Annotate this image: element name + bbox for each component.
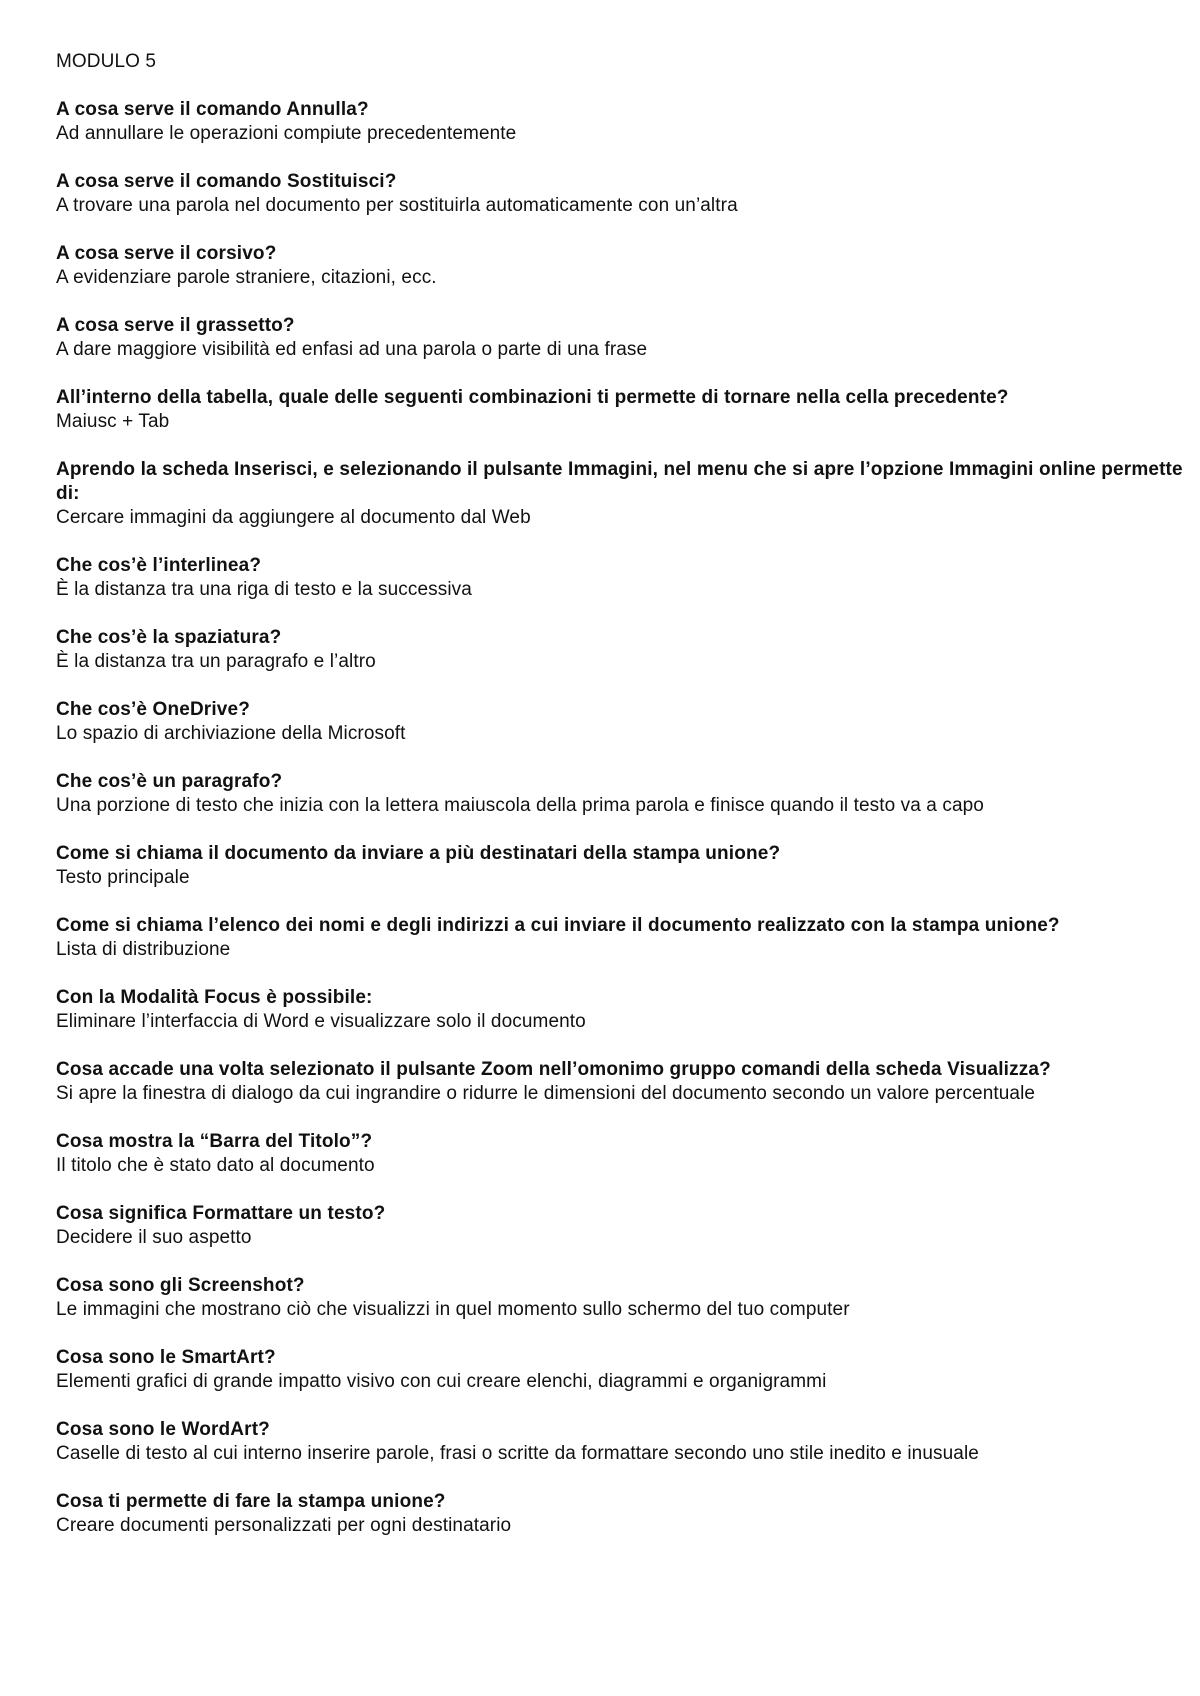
qa-item: [56, 1274, 1186, 1322]
answer: A evidenziare parole straniere, citazioni, ecc.: [56, 267, 437, 288]
question: Che cos’è la spaziatura?: [56, 627, 282, 648]
qa-item: [56, 458, 1186, 530]
answer: Cercare immagini da aggiungere al documento dal Web: [56, 507, 531, 528]
qa-item: [56, 770, 1186, 818]
qa-item: [56, 1058, 1186, 1106]
answer: Il titolo che è stato dato al documento: [56, 1155, 375, 1176]
question: Cosa sono le WordArt?: [56, 1419, 270, 1440]
answer: Le immagini che mostrano ciò che visualizzi in quel momento sullo schermo del tuo computer: [56, 1299, 850, 1320]
qa-item: [56, 1418, 1186, 1466]
question: All’interno della tabella, quale delle seguenti combinazioni ti permette di tornare nella cella precedente?: [56, 387, 1009, 408]
document-page: [56, 50, 1186, 1562]
question: Che cos’è un paragrafo?: [56, 771, 283, 792]
qa-item: [56, 626, 1186, 674]
document-title: MODULO 5: [56, 51, 157, 72]
question: A cosa serve il comando Annulla?: [56, 99, 369, 120]
question: Cosa mostra la “Barra del Titolo”?: [56, 1131, 373, 1152]
qa-item: [56, 914, 1186, 962]
question: Cosa sono le SmartArt?: [56, 1347, 276, 1368]
question: A cosa serve il comando Sostituisci?: [56, 171, 397, 192]
question: A cosa serve il grassetto?: [56, 315, 295, 336]
qa-item: [56, 554, 1186, 602]
answer: Testo principale: [56, 867, 190, 888]
qa-item: [56, 1130, 1186, 1178]
qa-item: [56, 842, 1186, 890]
qa-item: [56, 986, 1186, 1034]
qa-item: [56, 698, 1186, 746]
answer: Ad annullare le operazioni compiute precedentemente: [56, 123, 517, 144]
answer: Decidere il suo aspetto: [56, 1227, 252, 1248]
question: Che cos’è OneDrive?: [56, 699, 250, 720]
answer: Lista di distribuzione: [56, 939, 231, 960]
question: Cosa accade una volta selezionato il pulsante Zoom nell’omonimo gruppo comandi della scheda Visualizza?: [56, 1059, 1051, 1080]
answer: Lo spazio di archiviazione della Microsoft: [56, 723, 406, 744]
qa-item: [56, 1490, 1186, 1538]
answer: Creare documenti personalizzati per ogni destinatario: [56, 1515, 512, 1536]
question: Cosa significa Formattare un testo?: [56, 1203, 386, 1224]
answer: A trovare una parola nel documento per sostituirla automaticamente con un’altra: [56, 195, 738, 216]
answer: Una porzione di testo che inizia con la lettera maiuscola della prima parola e finisce quando il testo va a capo: [56, 795, 984, 816]
question: Cosa sono gli Screenshot?: [56, 1275, 305, 1296]
question: Aprendo la scheda Inserisci, e selezionando il pulsante Immagini, nel menu che si apre l’opzione Immagini online permette di:: [56, 459, 1183, 504]
answer: È la distanza tra un paragrafo e l’altro: [56, 651, 376, 672]
answer: Si apre la finestra di dialogo da cui ingrandire o ridurre le dimensioni del documento secondo un valore percentuale: [56, 1083, 1036, 1104]
answer: Eliminare l’interfaccia di Word e visualizzare solo il documento: [56, 1011, 586, 1032]
answer: Elementi grafici di grande impatto visivo con cui creare elenchi, diagrammi e organigrammi: [56, 1371, 827, 1392]
answer: Caselle di testo al cui interno inserire parole, frasi o scritte da formattare secondo uno stile inedito e inusuale: [56, 1443, 979, 1464]
question: Con la Modalità Focus è possibile:: [56, 987, 373, 1008]
qa-item: [56, 242, 1186, 290]
answer: È la distanza tra una riga di testo e la successiva: [56, 579, 472, 600]
question: Come si chiama il documento da inviare a più destinatari della stampa unione?: [56, 843, 781, 864]
question: Che cos’è l’interlinea?: [56, 555, 262, 576]
qa-item: [56, 1346, 1186, 1394]
qa-item: [56, 386, 1186, 434]
answer: A dare maggiore visibilità ed enfasi ad una parola o parte di una frase: [56, 339, 648, 360]
qa-item: [56, 98, 1186, 146]
question: Come si chiama l’elenco dei nomi e degli indirizzi a cui inviare il documento realizzato con la stampa unione?: [56, 915, 1060, 936]
answer: Maiusc + Tab: [56, 411, 170, 432]
qa-item: [56, 1202, 1186, 1250]
qa-item: [56, 170, 1186, 218]
question: Cosa ti permette di fare la stampa unione?: [56, 1491, 446, 1512]
question: A cosa serve il corsivo?: [56, 243, 277, 264]
qa-item: [56, 314, 1186, 362]
